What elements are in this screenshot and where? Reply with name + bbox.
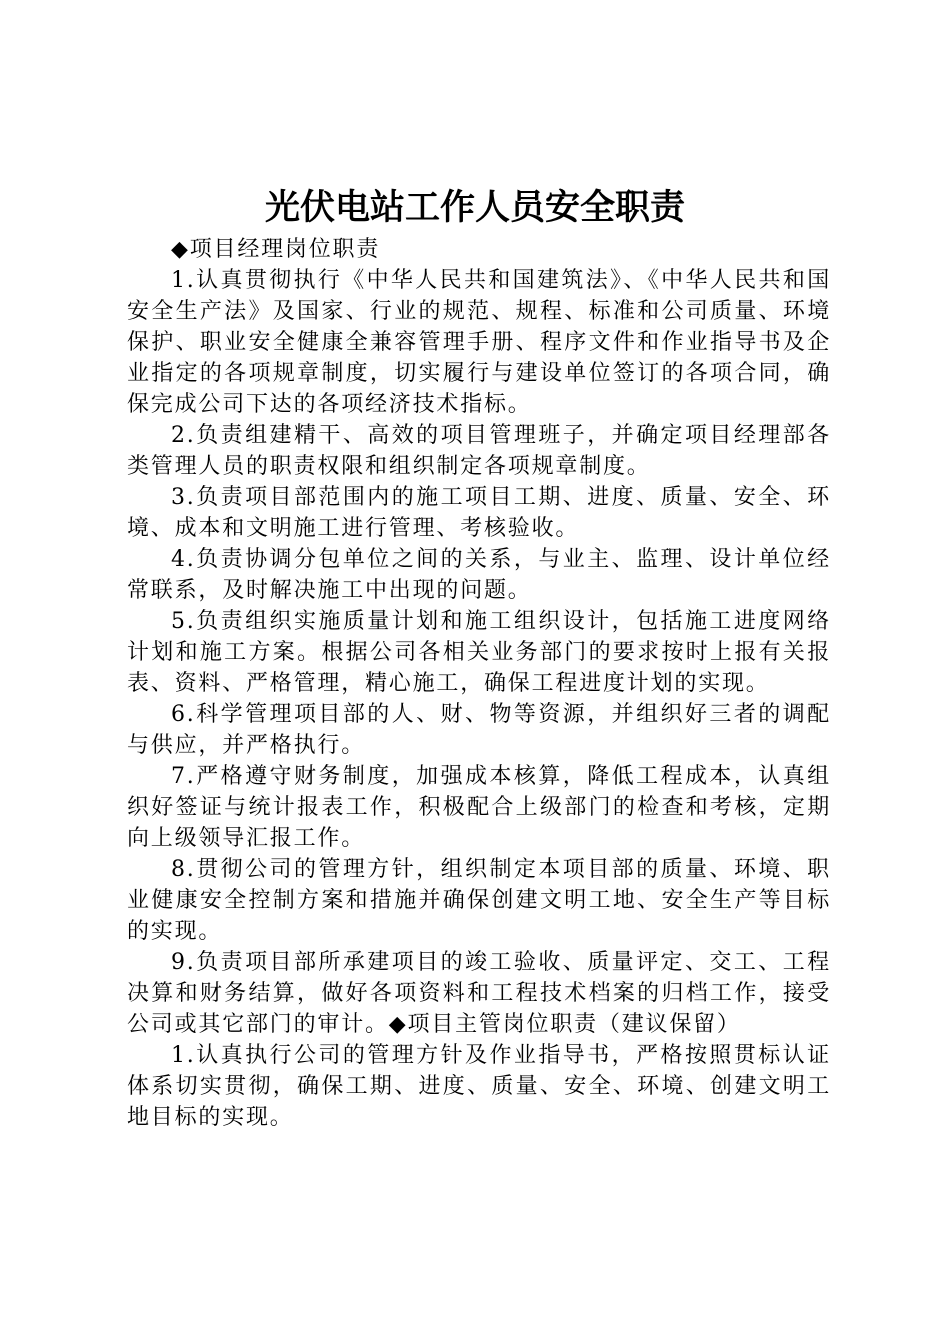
paragraph-pm-duty-7: 7.严格遵守财务制度，加强成本核算，降低工程成本，认真组织好签证与统计报表工作，积极配合上级部门的检查和考核，定期向上级领导汇报工作。 — [127, 764, 831, 851]
document-title: 光伏电站工作人员安全职责 — [264, 187, 685, 228]
paragraph-supervisor-duty-1: 1.认真执行公司的管理方针及作业指导书，严格按照贯标认证体系切实贯彻，确保工期、进度、质量、安全、环境、创建文明工地目标的实现。 — [127, 1043, 831, 1130]
paragraph-pm-duty-8: 8.贯彻公司的管理方针，组织制定本项目部的质量、环境、职业健康安全控制方案和措施并确保创建文明工地、安全生产等目标的实现。 — [127, 857, 831, 944]
document-body — [127, 234, 831, 1133]
paragraph-pm-duty-9: 9.负责项目部所承建项目的竣工验收、质量评定、交工、工程决算和财务结算，做好各项资料和工程技术档案的归档工作，接受公司或其它部门的审计。◆项目主管岗位职责（建议保留） — [127, 950, 831, 1037]
paragraph-pm-duty-1: 1.认真贯彻执行《中华人民共和国建筑法》、《中华人民共和国安全生产法》及国家、行业的规范、规程、标准和公司质量、环境保护、职业安全健康全兼容管理手册、程序文件和作业指导书及企业指定的各项规章制度，切实履行与建设单位签订的各项合同，确保完成公司下达的各项经济技术指标。 — [127, 268, 831, 417]
paragraph-pm-duty-6: 6.科学管理项目部的人、财、物等资源，并组织好三者的调配与供应，并严格执行。 — [127, 702, 831, 758]
paragraph-pm-duty-4: 4.负责协调分包单位之间的关系，与业主、监理、设计单位经常联系，及时解决施工中出现的问题。 — [127, 547, 831, 603]
paragraph-pm-duty-3: 3.负责项目部范围内的施工项目工期、进度、质量、安全、环境、成本和文明施工进行管理、考核验收。 — [127, 485, 831, 541]
paragraph-pm-duty-5: 5.负责组织实施质量计划和施工组织设计，包括施工进度网络计划和施工方案。根据公司各相关业务部门的要求按时上报有关报表、资料、严格管理，精心施工，确保工程进度计划的实现。 — [127, 609, 831, 696]
paragraph-pm-duty-2: 2.负责组建精干、高效的项目管理班子，并确定项目经理部各类管理人员的职责权限和组织制定各项规章制度。 — [127, 423, 831, 479]
section-heading-project-manager: ◆项目经理岗位职责 — [171, 237, 381, 262]
